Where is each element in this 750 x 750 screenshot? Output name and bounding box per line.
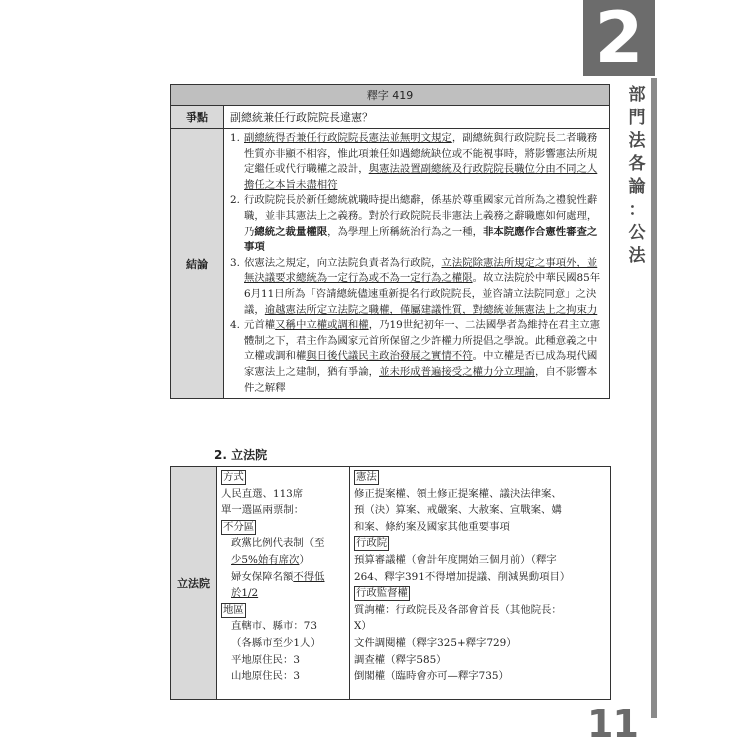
side-title-char: 公 — [628, 223, 646, 243]
oversight-box: 行政監督權 — [356, 587, 408, 600]
powers-line: 質詢權：行政院長及各部會首長（其他院長： — [354, 603, 562, 616]
section-heading-legislative-yuan: 2. 立法院 — [214, 448, 268, 462]
executive-yuan-box: 行政院 — [356, 537, 388, 550]
legislative-yuan-table — [170, 466, 611, 700]
powers-line: X） — [354, 620, 372, 633]
non-regional-box: 不分區 — [223, 520, 255, 533]
non-regional-line: 政黨比例代表制（至 — [231, 537, 325, 550]
side-title-char: 法 — [628, 246, 646, 266]
side-title-char: ： — [628, 200, 646, 220]
regional-line: 直轄市、縣市：73 — [231, 620, 317, 633]
non-regional-line: 於1/2 — [231, 587, 259, 600]
interpretation-419-table — [170, 84, 610, 399]
conclusion-point-2: 2. 行政院院長於新任總統就職時提出總辭，係基於尊重國家元首所為之禮貌性辭職，並非其憲法上之義務。對於行政院院長非憲法上義務之辭職應如何處理，乃總統之裁量權限，為學理上所稱統治行為之一種，非本院應作合憲性審查之事項 — [230, 194, 598, 254]
page-number: 11 — [587, 702, 638, 746]
side-title-char: 論 — [628, 177, 646, 197]
composition-line: 單一選區兩票制： — [221, 504, 305, 517]
side-divider-bar — [651, 78, 657, 718]
powers-line: 和案、條約案及國家其他重要事項 — [354, 520, 510, 533]
conclusion-point-3: 3. 依憲法之規定，向立法院負責者為行政院，立法院除憲法所規定之事項外，並無決議要求總統為一定行為或不為一定行為之權限。故立法院於中華民國85年6月11日所為「咨請總統儘速重新提名行政院院長，並咨請立法院同意」之決議，逾越憲法所定立法院之職權，僅屬建議性質，對總統並無憲法上之拘束力 — [230, 256, 601, 316]
powers-column — [350, 467, 611, 700]
composition-line: 人民直選、113席 — [221, 487, 304, 500]
legislative-yuan-label: 立法院 — [171, 467, 217, 700]
non-regional-line: 婦女保障名額不得低 — [231, 570, 325, 583]
conclusion-point-4: 4. 元首權又稱中立權或調和權，乃19世紀初年一、二法國學者為維持在君主立憲體制之下，君主作為國家元首所保留之少許權力所提倡之學說。此種意義之中立權或調和權與日後代議民主政治發展之實情不符。中立權是否已成為現代國家憲法上之建制，猶有爭論，並未形成普遍接受之權力分立理論，自不影響本件之解釋 — [230, 319, 601, 394]
powers-line: 修正提案權、領土修正提案權、議決法律案、 — [354, 487, 562, 500]
conclusion-label: 結論 — [171, 129, 224, 399]
method-box: 方式 — [223, 471, 244, 483]
side-title-char: 部 — [628, 85, 646, 105]
constitution-box: 憲法 — [356, 471, 377, 483]
regional-line: （各縣市至少1人） — [231, 636, 321, 649]
conclusion-content — [224, 129, 610, 399]
issue-label: 爭點 — [171, 106, 224, 129]
table-header: 釋字 419 — [171, 85, 610, 106]
chapter-side-title — [626, 84, 648, 268]
non-regional-line: 少5%始有席次） — [231, 553, 310, 566]
side-title-char: 門 — [628, 108, 646, 128]
chapter-number: 2 — [583, 0, 655, 76]
composition-column — [217, 467, 350, 700]
powers-line: 預（決）算案、戒嚴案、大赦案、宣戰案、媾 — [354, 504, 562, 517]
regional-line: 山地原住民：3 — [231, 670, 300, 683]
regional-box: 地區 — [223, 603, 244, 616]
side-title-char: 各 — [628, 154, 646, 174]
issue-text: 副總統兼任行政院院長違憲？ — [224, 106, 610, 129]
conclusion-point-1: 1. 副總統得否兼任行政院院長憲法並無明文規定，副總統與行政院院長二者職務性質亦非顯不相容，惟此項兼任如遇總統缺位或不能視事時，將影響憲法所規定繼任或代行職權之設計，與憲法設置副總統及行政院院長職位分由不同之人擔任之本旨未盡相符 — [230, 132, 598, 191]
powers-line: 文件調閱權（釋字325+釋字729） — [354, 636, 517, 649]
side-title-char: 法 — [628, 131, 646, 151]
regional-line: 平地原住民：3 — [231, 653, 300, 666]
powers-line: 預算審議權（會計年度開始三個月前）（釋字 — [354, 553, 557, 566]
powers-line: 264、釋字391不得增加提議、削減異動項目） — [354, 570, 571, 583]
powers-line: 倒閣權（臨時會亦可—釋字735） — [354, 670, 509, 683]
powers-line: 調查權（釋字585） — [354, 653, 447, 666]
